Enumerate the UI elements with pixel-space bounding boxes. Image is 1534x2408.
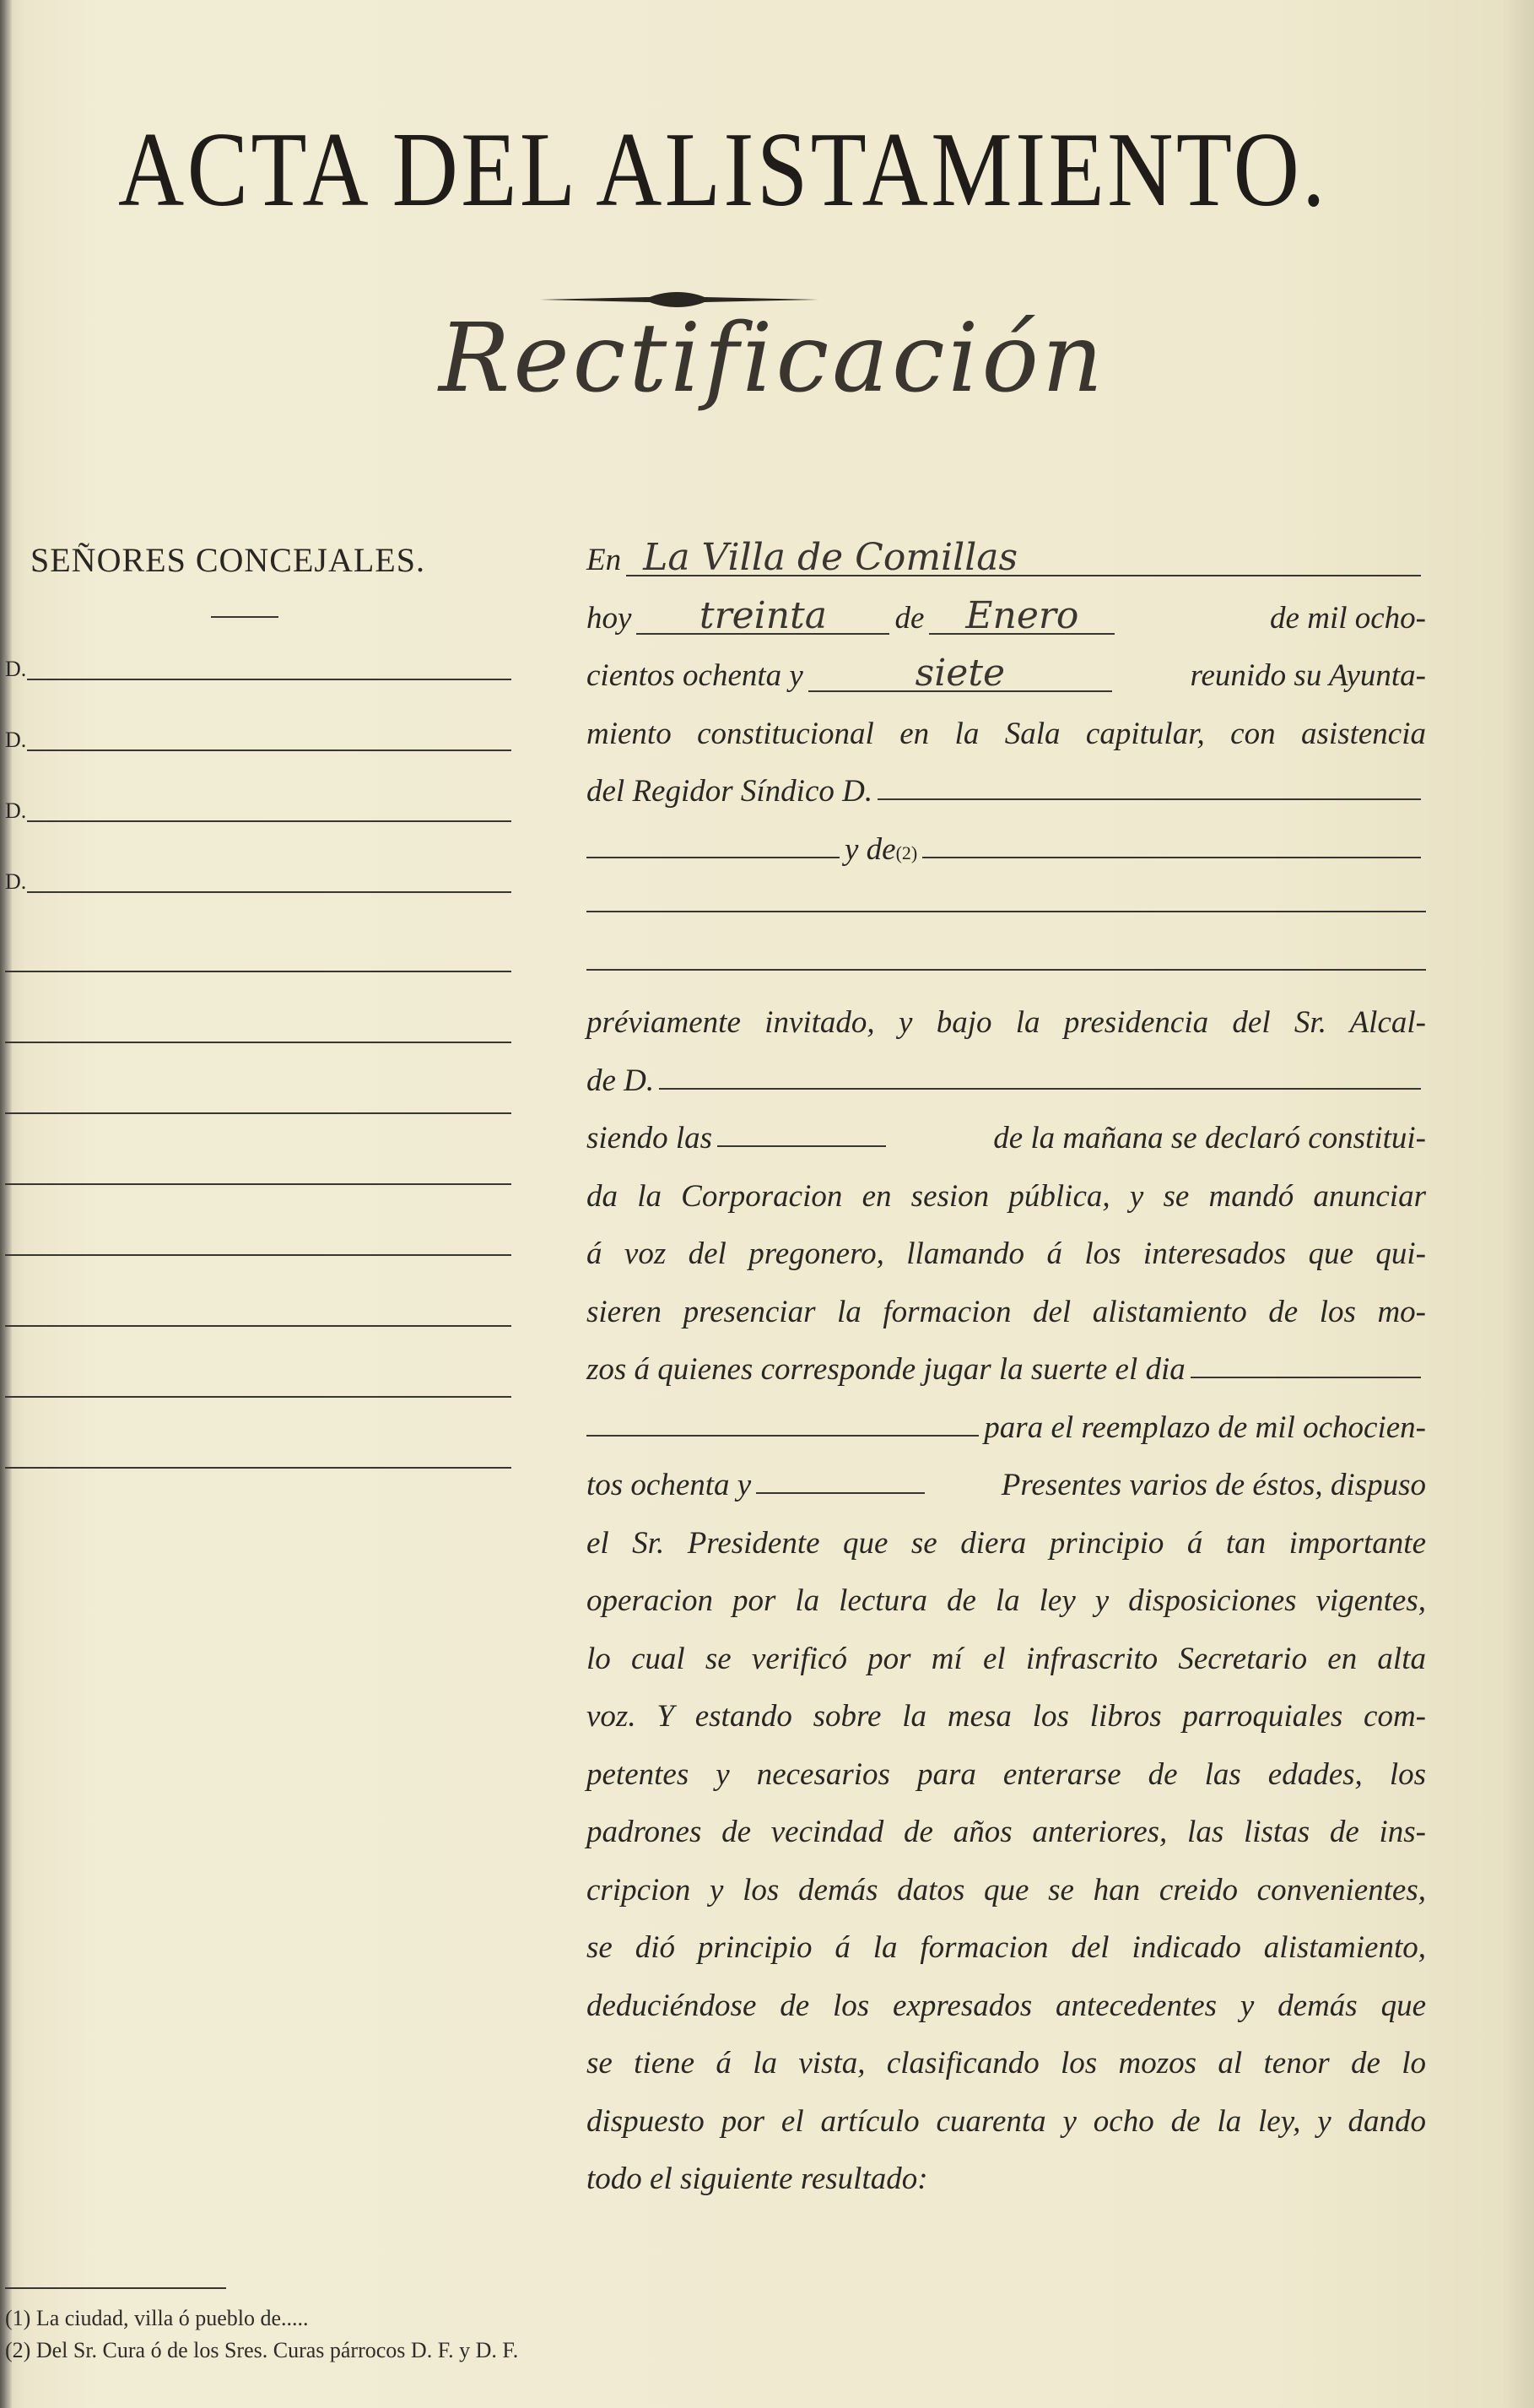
act-line: voz. Y estando sobre la mesa los libros parroquiales com-: [586, 1699, 1426, 1734]
act-line: y de (2): [586, 821, 1426, 879]
concejal-blank-line: [5, 1325, 511, 1327]
act-line: cientos ochenta y siete reunido su Ayunta-: [586, 652, 1426, 695]
handwritten-year: siete: [808, 657, 1112, 692]
concejal-d-label: D.: [5, 728, 27, 752]
concejal-line: [5, 722, 511, 756]
concejal-d-label: D.: [5, 798, 27, 823]
act-blank-line: [586, 937, 1426, 995]
concejal-line: [5, 864, 511, 898]
act-line: se dió principio á la formacion del indicado alistamiento,: [586, 1930, 1426, 1965]
act-line: miento constitucional en la Sala capitular, con asistencia: [586, 716, 1426, 751]
act-line: padrones de vecindad de años anteriores, las listas de ins-: [586, 1815, 1426, 1849]
act-line: siendo las de la mañana se declaró constitui-: [586, 1121, 1426, 1155]
footnote-rule: [5, 2287, 226, 2289]
act-line: préviamente invitado, y bajo la presidencia del Sr. Alcal-: [586, 1005, 1426, 1040]
concejal-line: [5, 793, 511, 827]
act-line: cripcion y los demás datos que se han creido convenientes,: [586, 1872, 1426, 1907]
act-line: el Sr. Presidente que se diera principio á tan importante: [586, 1525, 1426, 1561]
act-line: sieren presenciar la formacion del alistamiento de los mo-: [586, 1294, 1426, 1329]
act-line: petentes y necesarios para enterarse de las edades, los: [586, 1756, 1426, 1792]
act-line: á voz del pregonero, llamando á los interesados que qui-: [586, 1236, 1426, 1271]
handwritten-month: Enero: [929, 599, 1115, 635]
concejal-blank-line: [5, 1112, 511, 1114]
footnote-2: (2) Del Sr. Cura ó de los Sres. Curas párrocos D. F. y D. F.: [5, 2338, 519, 2362]
act-line: operacion por la lectura de la ley y disposiciones vigentes,: [586, 1583, 1426, 1618]
concejal-blank-line: [5, 1042, 511, 1043]
concejal-blank-line: [5, 1183, 511, 1185]
concejal-blank-line: [5, 1254, 511, 1256]
act-line: zos á quienes corresponde jugar la suerte el dia: [586, 1341, 1426, 1399]
concejal-d-label: D.: [5, 657, 27, 681]
concejal-blank-line: [5, 971, 511, 972]
act-line: todo el siguiente resultado:: [586, 2162, 928, 2196]
act-line: deduciéndose de los expresados antecedentes y demás que: [586, 1988, 1426, 2023]
act-line: dispuesto por el artículo cuarenta y ocho de la ley, y dando: [586, 2103, 1426, 2139]
act-line: se tiene á la vista, clasificando los mozos al tenor de lo: [586, 2046, 1426, 2081]
handwritten-day: treinta: [636, 599, 889, 635]
act-line: del Regidor Síndico D.: [586, 763, 1426, 821]
act-line: lo cual se verificó por mí el infrascrito Secretario en alta: [586, 1641, 1426, 1676]
document-title: ACTA DEL ALISTAMIENTO.: [118, 111, 1328, 229]
heading-underline: [211, 616, 278, 618]
act-line: En La Villa de Comillas: [586, 532, 1426, 590]
act-body: [586, 532, 1426, 2209]
concejal-d-label: D.: [5, 869, 27, 894]
act-blank-line: [586, 879, 1426, 937]
handwritten-heading: Rectificación: [439, 304, 1107, 414]
act-line: tos ochenta y Presentes varios de éstos, dispuso: [586, 1468, 1426, 1502]
footnote-1: (1) La ciudad, villa ó pueblo de.....: [5, 2306, 309, 2330]
concejal-blank-line: [5, 1467, 511, 1469]
handwritten-place: La Villa de Comillas: [626, 541, 1421, 576]
book-binding-edge: [0, 0, 12, 2408]
act-line: de D.: [586, 1052, 1426, 1111]
concejal-blank-line: [5, 1396, 511, 1398]
act-line: hoy treinta de Enero de mil ocho-: [586, 593, 1426, 637]
concejal-line: [5, 652, 511, 685]
concejales-heading: SEÑORES CONCEJALES.: [30, 541, 425, 579]
act-line: para el reemplazo de mil ochocien-: [586, 1399, 1426, 1458]
act-line: da la Corporacion en sesion pública, y se mandó anunciar: [586, 1178, 1426, 1214]
